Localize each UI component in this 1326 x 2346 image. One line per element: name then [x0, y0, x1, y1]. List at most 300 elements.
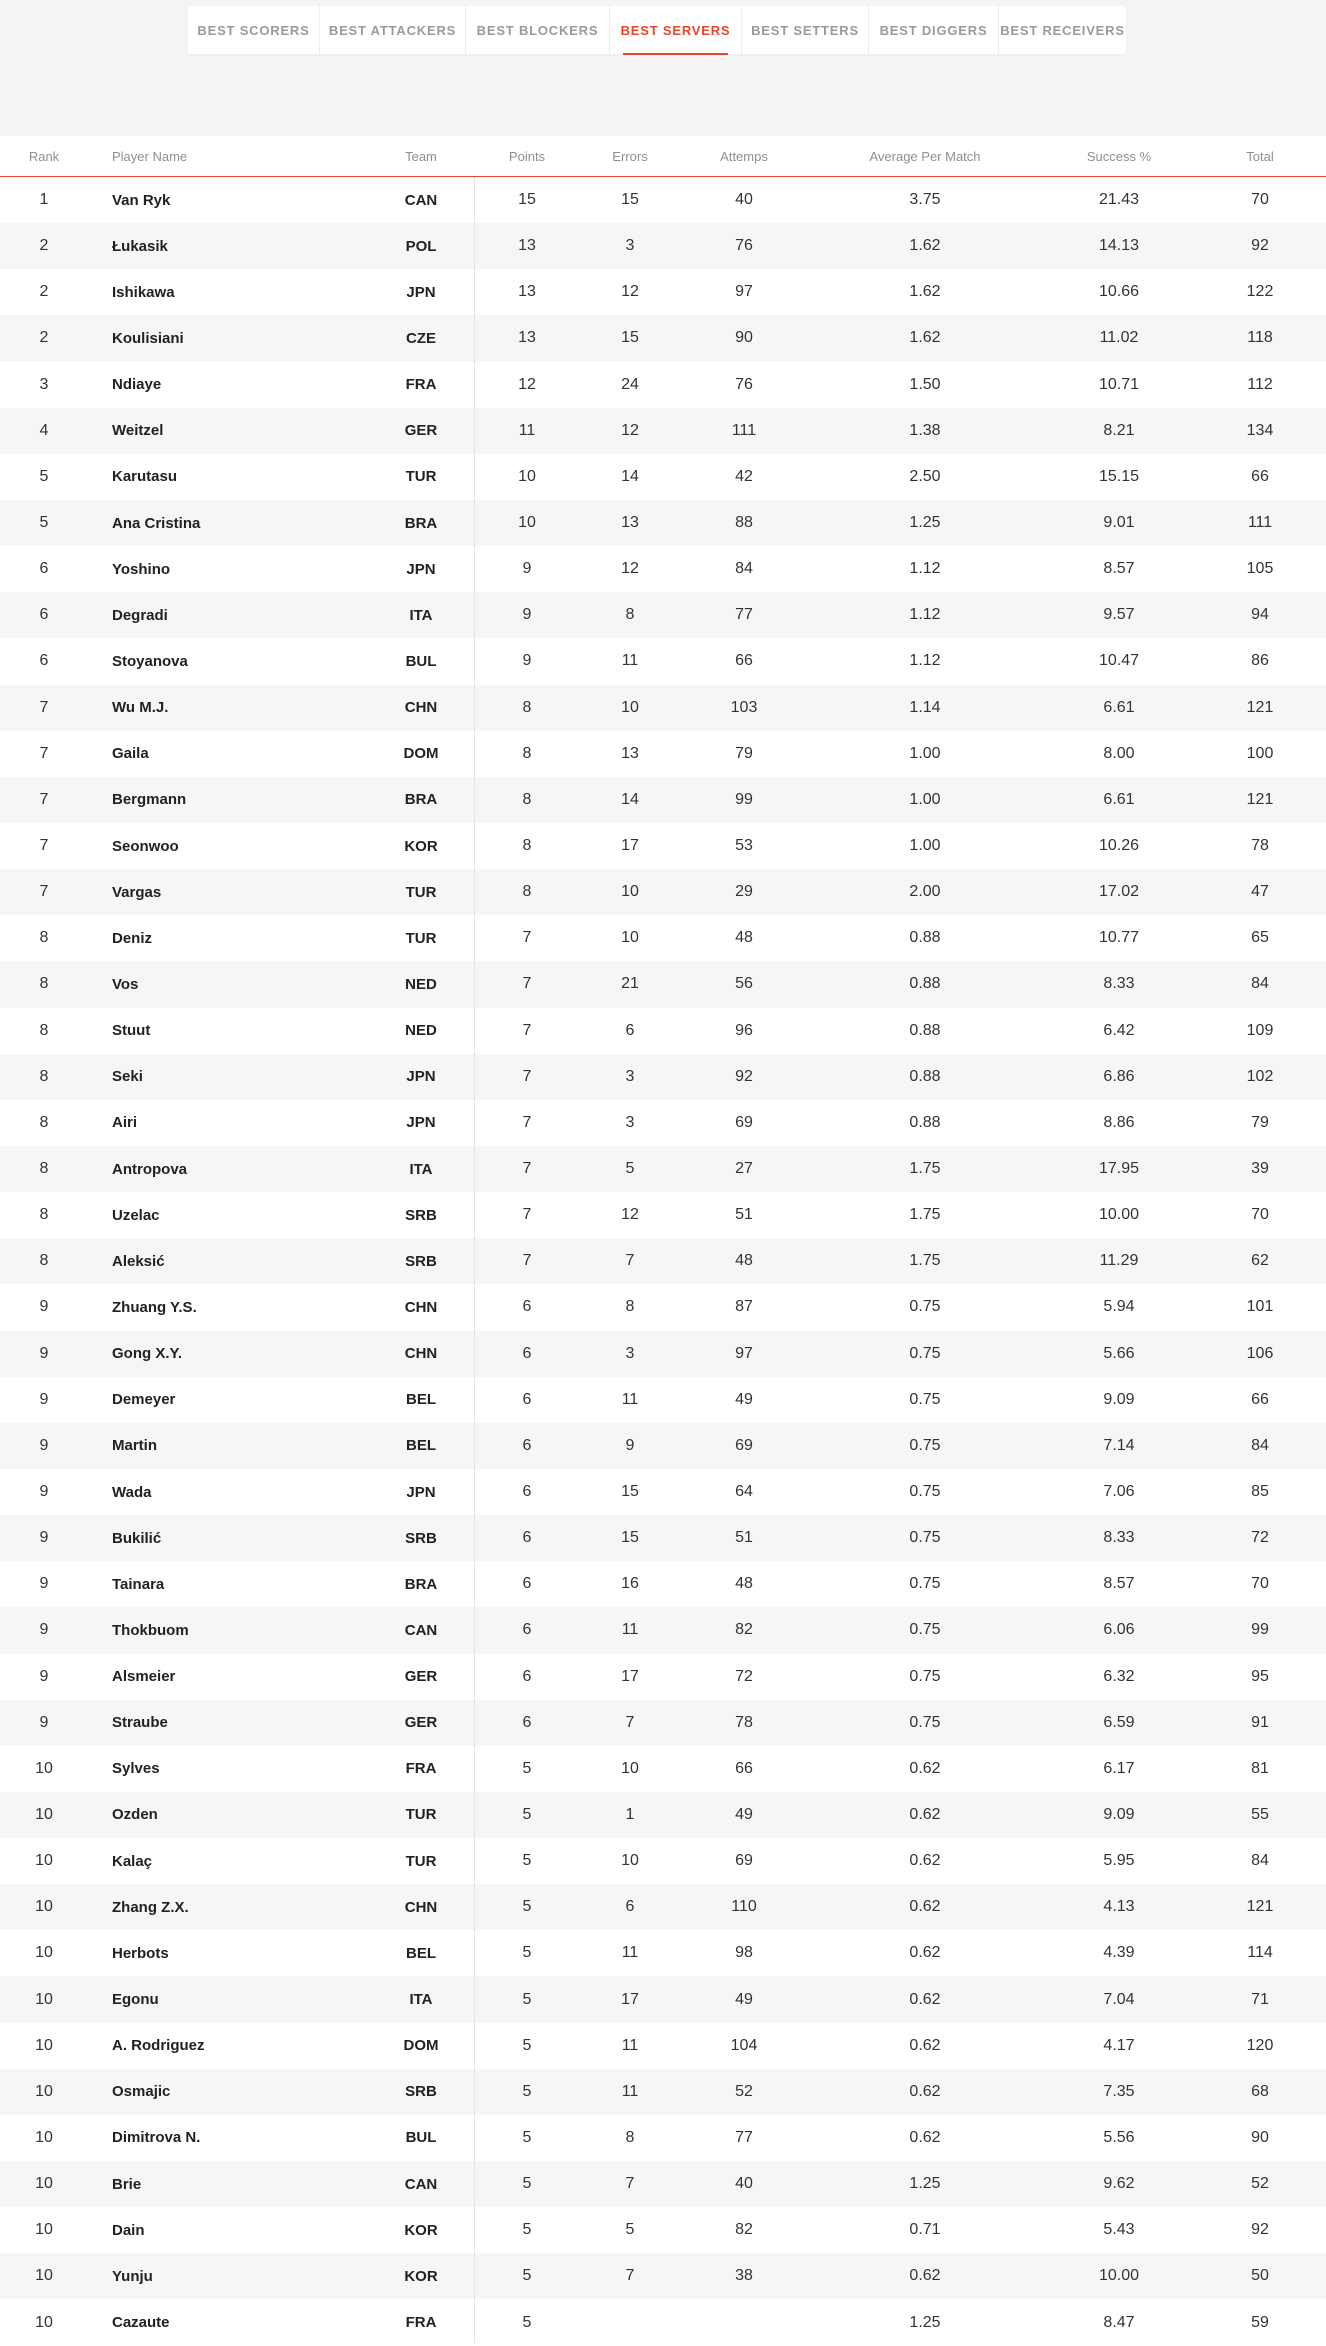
- team-cell: CAN: [404, 191, 438, 209]
- rank-cell: 5: [39, 467, 49, 485]
- average-per-match-cell: 1.75: [909, 1252, 941, 1270]
- table-row[interactable]: [0, 315, 1326, 361]
- table-row[interactable]: [0, 915, 1326, 961]
- player-name-cell: Wu M.J.: [112, 699, 169, 717]
- attempts-cell: 49: [735, 1990, 753, 2008]
- total-cell: 84: [1251, 1436, 1269, 1454]
- average-per-match-cell: 0.88: [909, 1113, 941, 1131]
- success-percent-cell: 9.01: [1103, 514, 1135, 532]
- attempts-cell: 64: [735, 1483, 753, 1500]
- points-cell: 5: [522, 1759, 532, 1777]
- team-cell: BRA: [404, 791, 438, 809]
- table-row[interactable]: [0, 362, 1326, 408]
- average-per-match-cell: 0.75: [909, 1713, 941, 1731]
- team-cell: CAN: [404, 2175, 438, 2193]
- success-percent-cell: 8.86: [1103, 1113, 1135, 1131]
- rank-cell: 6: [39, 652, 49, 670]
- rank-cell: 8: [39, 1021, 49, 1039]
- errors-cell: 10: [621, 1759, 639, 1777]
- tab-best-attackers[interactable]: BEST ATTACKERS: [320, 6, 466, 54]
- tab-best-setters[interactable]: BEST SETTERS: [742, 6, 869, 54]
- average-per-match-cell: 1.62: [909, 329, 941, 347]
- attempts-cell: 76: [735, 237, 753, 255]
- success-percent-cell: 8.00: [1103, 744, 1135, 762]
- table-row[interactable]: [0, 1515, 1326, 1561]
- table-row[interactable]: [0, 777, 1326, 823]
- total-cell: 95: [1251, 1667, 1269, 1685]
- team-cell: BEL: [406, 1944, 436, 1962]
- player-name-cell: Karutasu: [112, 468, 178, 486]
- table-row[interactable]: [0, 546, 1326, 592]
- tab-best-receivers[interactable]: BEST RECEIVERS: [1000, 22, 1125, 38]
- player-name-cell: Gong X.Y.: [112, 1345, 183, 1363]
- average-per-match-cell: 1.25: [909, 514, 941, 532]
- table-row[interactable]: [0, 2299, 1326, 2345]
- table-row[interactable]: [0, 1331, 1326, 1377]
- tab-best-blockers[interactable]: BEST BLOCKERS: [466, 6, 610, 54]
- table-row[interactable]: [0, 685, 1326, 731]
- attempts-cell: 69: [735, 1113, 753, 1131]
- team-cell: JPN: [406, 1483, 436, 1501]
- average-per-match-cell: 1.12: [909, 606, 941, 624]
- team-cell: TUR: [405, 1852, 437, 1870]
- total-cell: 50: [1251, 2267, 1269, 2285]
- errors-cell: 11: [621, 1944, 639, 1962]
- errors-cell: 7: [625, 1252, 635, 1270]
- success-percent-cell: 6.61: [1103, 790, 1135, 808]
- points-cell: 5: [522, 2036, 532, 2054]
- col-header-success-percent[interactable]: Success %: [1086, 148, 1152, 164]
- points-cell: 5: [522, 1852, 532, 1870]
- team-cell: GER: [404, 422, 438, 440]
- points-cell: 6: [522, 1529, 532, 1547]
- points-cell: 13: [518, 283, 536, 301]
- total-cell: 112: [1247, 375, 1273, 393]
- points-cell: 6: [522, 1621, 532, 1639]
- points-cell: 5: [522, 1990, 532, 2008]
- rank-cell: 8: [39, 1113, 49, 1131]
- errors-cell: 7: [625, 1713, 635, 1731]
- errors-cell: 15: [621, 191, 639, 209]
- table-row[interactable]: [0, 869, 1326, 915]
- success-percent-cell: 9.09: [1103, 1390, 1135, 1408]
- points-cell: 6: [522, 1483, 532, 1500]
- rank-cell: 8: [39, 1067, 49, 1085]
- average-per-match-cell: 1.00: [909, 790, 941, 808]
- team-cell: POL: [405, 237, 437, 255]
- col-header-attempts[interactable]: Attemps: [720, 148, 768, 164]
- total-cell: 92: [1251, 2221, 1269, 2239]
- player-name-cell: Thokbuom: [112, 1621, 189, 1639]
- attempts-cell: 72: [735, 1667, 753, 1685]
- points-cell: 15: [518, 191, 536, 209]
- table-row[interactable]: [0, 1146, 1326, 1192]
- average-per-match-cell: 0.75: [909, 1390, 941, 1408]
- team-cell: SRB: [405, 1206, 437, 1224]
- table-row[interactable]: [0, 823, 1326, 869]
- points-cell: 6: [522, 1575, 532, 1593]
- average-per-match-cell: 0.75: [909, 1298, 941, 1316]
- total-cell: 62: [1251, 1252, 1269, 1270]
- col-header-rank[interactable]: Rank: [28, 148, 60, 164]
- table-row[interactable]: [0, 2253, 1326, 2299]
- team-cell: NED: [405, 975, 437, 993]
- success-percent-cell: 8.21: [1103, 421, 1135, 439]
- errors-cell: 11: [621, 1390, 639, 1408]
- total-cell: 94: [1251, 606, 1269, 624]
- average-per-match-cell: 0.75: [909, 1344, 941, 1362]
- col-header-points[interactable]: Points: [508, 148, 546, 164]
- player-name-cell: Dain: [112, 2221, 145, 2239]
- rank-cell: 2: [39, 329, 49, 347]
- team-cell: TUR: [405, 883, 437, 901]
- rank-cell: 3: [39, 375, 49, 393]
- table-row[interactable]: [0, 731, 1326, 777]
- attempts-cell: 76: [735, 375, 753, 393]
- team-cell: JPN: [406, 1114, 436, 1132]
- errors-cell: 10: [621, 698, 639, 716]
- average-per-match-cell: 0.62: [909, 1805, 941, 1823]
- errors-cell: 3: [625, 237, 635, 255]
- rank-cell: 9: [39, 1436, 49, 1454]
- team-cell: CHN: [404, 699, 438, 717]
- average-per-match-cell: 2.50: [909, 467, 941, 485]
- errors-cell: 14: [621, 790, 639, 808]
- team-cell: GER: [404, 1714, 438, 1732]
- errors-cell: 15: [621, 1483, 639, 1500]
- player-name-cell: Ozden: [112, 1806, 158, 1824]
- table-row[interactable]: [0, 177, 1326, 223]
- total-cell: 99: [1251, 1621, 1269, 1639]
- table-row[interactable]: [0, 1746, 1326, 1792]
- col-header-team[interactable]: Team: [405, 148, 437, 164]
- team-cell: BUL: [405, 652, 437, 670]
- table-row[interactable]: [0, 1884, 1326, 1930]
- team-cell: JPN: [406, 1068, 436, 1086]
- col-header-player-name[interactable]: Player Name: [112, 148, 188, 164]
- points-cell: 8: [522, 790, 532, 808]
- success-percent-cell: 17.95: [1098, 1160, 1140, 1178]
- table-row[interactable]: [0, 1192, 1326, 1238]
- table-row[interactable]: [0, 2069, 1326, 2115]
- table-row[interactable]: [0, 1054, 1326, 1100]
- player-name-cell: Martin: [112, 1437, 157, 1455]
- attempts-cell: 87: [735, 1298, 753, 1316]
- average-per-match-cell: 0.75: [909, 1483, 941, 1500]
- errors-cell: 14: [621, 467, 639, 485]
- team-cell: NED: [405, 1022, 437, 1040]
- col-header-errors[interactable]: Errors: [612, 148, 648, 164]
- team-cell: BRA: [404, 1575, 438, 1593]
- attempts-cell: 88: [735, 514, 753, 532]
- table-header: [0, 136, 1326, 177]
- table-row[interactable]: [0, 1377, 1326, 1423]
- total-cell: 100: [1246, 744, 1274, 762]
- table-row[interactable]: [0, 2207, 1326, 2253]
- points-cell: 6: [522, 1713, 532, 1731]
- table-row[interactable]: [0, 500, 1326, 546]
- player-name-cell: Cazaute: [112, 2314, 170, 2332]
- player-name-cell: Van Ryk: [112, 191, 171, 209]
- total-cell: 122: [1246, 283, 1274, 301]
- errors-cell: 3: [625, 1113, 635, 1131]
- rank-cell: 7: [39, 790, 49, 808]
- table-row[interactable]: [0, 2023, 1326, 2069]
- player-name-cell: Kalaç: [112, 1852, 153, 1870]
- total-cell: 101: [1246, 1298, 1274, 1316]
- rank-cell: 9: [39, 1298, 49, 1316]
- attempts-cell: 40: [735, 191, 753, 209]
- rank-cell: 8: [39, 1160, 49, 1178]
- total-cell: 66: [1251, 1390, 1269, 1408]
- errors-cell: 7: [625, 2175, 635, 2193]
- total-cell: 121: [1246, 1898, 1274, 1916]
- points-cell: 5: [522, 1805, 532, 1823]
- points-cell: 9: [522, 606, 532, 624]
- rank-cell: 7: [39, 744, 49, 762]
- table-row[interactable]: [0, 961, 1326, 1007]
- tab-best-diggers[interactable]: BEST DIGGERS: [869, 6, 999, 54]
- success-percent-cell: 8.33: [1103, 1529, 1135, 1547]
- errors-cell: 16: [621, 1575, 639, 1593]
- points-cell: 8: [522, 883, 532, 901]
- table-row[interactable]: [0, 1100, 1326, 1146]
- rank-cell: 7: [39, 837, 49, 855]
- team-cell: ITA: [409, 1160, 433, 1178]
- errors-cell: 7: [625, 2267, 635, 2285]
- errors-cell: 6: [625, 1021, 635, 1039]
- attempts-cell: 66: [735, 1759, 753, 1777]
- errors-cell: 8: [625, 1298, 635, 1316]
- rank-cell: 10: [35, 2221, 53, 2239]
- errors-cell: 9: [625, 1436, 635, 1454]
- rank-cell: 9: [39, 1575, 49, 1593]
- team-cell: BRA: [404, 514, 438, 532]
- total-cell: 71: [1251, 1990, 1269, 2008]
- table-row[interactable]: [0, 1423, 1326, 1469]
- total-cell: 78: [1251, 837, 1269, 855]
- total-cell: 65: [1251, 929, 1269, 947]
- player-name-cell: Brie: [112, 2175, 142, 2193]
- points-cell: 7: [522, 1067, 532, 1085]
- attempts-cell: 111: [731, 421, 757, 439]
- errors-cell: 11: [621, 2036, 639, 2054]
- average-per-match-cell: 1.12: [909, 652, 941, 670]
- team-cell: FRA: [405, 1760, 437, 1778]
- rank-cell: 10: [35, 2082, 53, 2100]
- errors-cell: 6: [625, 1898, 635, 1916]
- player-name-cell: Tainara: [112, 1575, 165, 1593]
- average-per-match-cell: 0.88: [909, 1067, 941, 1085]
- table-row[interactable]: [0, 1008, 1326, 1054]
- average-per-match-cell: 0.88: [909, 929, 941, 947]
- points-cell: 5: [522, 1898, 532, 1916]
- tab-best-scorers[interactable]: BEST SCORERS: [188, 6, 320, 54]
- player-name-cell: Sylves: [112, 1760, 160, 1778]
- attempts-cell: 77: [735, 2128, 753, 2146]
- total-cell: 120: [1246, 2036, 1274, 2054]
- attempts-cell: 97: [735, 283, 753, 301]
- points-cell: 7: [522, 975, 532, 993]
- rank-cell: 8: [39, 929, 49, 947]
- team-cell: SRB: [405, 1252, 437, 1270]
- average-per-match-cell: 0.75: [909, 1436, 941, 1454]
- attempts-cell: 90: [735, 329, 753, 347]
- average-per-match-cell: 1.75: [909, 1160, 941, 1178]
- total-cell: 79: [1251, 1113, 1269, 1131]
- player-name-cell: Seki: [112, 1068, 143, 1086]
- table-row[interactable]: [0, 1838, 1326, 1884]
- rank-cell: 10: [35, 2267, 53, 2285]
- errors-cell: 11: [621, 2082, 639, 2100]
- points-cell: 13: [518, 237, 536, 255]
- total-cell: 91: [1251, 1713, 1269, 1731]
- total-cell: 52: [1251, 2175, 1269, 2193]
- average-per-match-cell: 1.00: [909, 744, 941, 762]
- team-cell: SRB: [405, 2083, 437, 2101]
- column-divider: [474, 177, 475, 2343]
- success-percent-cell: 10.71: [1098, 375, 1140, 393]
- success-percent-cell: 6.32: [1103, 1667, 1135, 1685]
- success-percent-cell: 14.13: [1098, 237, 1140, 255]
- rank-cell: 6: [39, 606, 49, 624]
- table-row[interactable]: [0, 223, 1326, 269]
- errors-cell: 12: [621, 560, 639, 578]
- player-name-cell: Osmajic: [112, 2083, 171, 2101]
- table-row[interactable]: [0, 1561, 1326, 1607]
- team-cell: DOM: [403, 745, 439, 763]
- table-row[interactable]: [0, 638, 1326, 684]
- player-name-cell: Egonu: [112, 1991, 159, 2009]
- rank-cell: 5: [39, 514, 49, 532]
- success-percent-cell: 9.57: [1103, 606, 1135, 624]
- total-cell: 114: [1247, 1944, 1273, 1962]
- rank-cell: 10: [35, 2036, 53, 2054]
- team-cell: KOR: [404, 2267, 438, 2285]
- success-percent-cell: 10.47: [1098, 652, 1140, 670]
- total-cell: 68: [1251, 2082, 1269, 2100]
- points-cell: 7: [522, 1252, 532, 1270]
- points-cell: 7: [522, 1113, 532, 1131]
- table-row[interactable]: [0, 1976, 1326, 2022]
- points-cell: 8: [522, 837, 532, 855]
- points-cell: 9: [522, 560, 532, 578]
- points-cell: 5: [522, 2128, 532, 2146]
- player-name-cell: Zhang Z.X.: [112, 1898, 189, 1916]
- total-cell: 92: [1251, 237, 1269, 255]
- total-cell: 118: [1247, 329, 1273, 347]
- table-row[interactable]: [0, 408, 1326, 454]
- errors-cell: 10: [621, 1852, 639, 1870]
- average-per-match-cell: 0.62: [909, 2128, 941, 2146]
- total-cell: 84: [1251, 1852, 1269, 1870]
- errors-cell: 8: [625, 2128, 635, 2146]
- player-name-cell: Dimitrova N.: [112, 2129, 201, 2147]
- tab-best-servers[interactable]: BEST SERVERS: [610, 6, 742, 54]
- table-row[interactable]: [0, 1700, 1326, 1746]
- points-cell: 7: [522, 1160, 532, 1178]
- attempts-cell: 51: [735, 1529, 753, 1547]
- errors-cell: 10: [621, 929, 639, 947]
- success-percent-cell: 6.61: [1103, 698, 1135, 716]
- points-cell: 6: [522, 1390, 532, 1408]
- table-row[interactable]: [0, 454, 1326, 500]
- team-cell: KOR: [404, 837, 438, 855]
- total-cell: 59: [1251, 2313, 1269, 2331]
- total-cell: 109: [1246, 1021, 1274, 1039]
- points-cell: 9: [522, 652, 532, 670]
- average-per-match-cell: 1.38: [909, 421, 941, 439]
- total-cell: 134: [1246, 421, 1274, 439]
- success-percent-cell: 7.35: [1103, 2082, 1135, 2100]
- table-row[interactable]: [0, 2115, 1326, 2161]
- col-header-average-per-match[interactable]: Average Per Match: [869, 148, 981, 164]
- success-percent-cell: 8.57: [1103, 560, 1135, 578]
- success-percent-cell: 8.47: [1103, 2313, 1135, 2331]
- table-body: [0, 177, 1326, 2346]
- player-name-cell: Antropova: [112, 1160, 187, 1178]
- average-per-match-cell: 1.00: [909, 837, 941, 855]
- table-row[interactable]: [0, 269, 1326, 315]
- total-cell: 39: [1251, 1160, 1269, 1178]
- attempts-cell: 66: [735, 652, 753, 670]
- errors-cell: 3: [625, 1067, 635, 1085]
- attempts-cell: 103: [730, 698, 758, 716]
- attempts-cell: 29: [735, 883, 753, 901]
- points-cell: 6: [522, 1344, 532, 1362]
- player-name-cell: Bukilić: [112, 1529, 162, 1547]
- table-row[interactable]: [0, 2161, 1326, 2207]
- table-row[interactable]: [0, 1930, 1326, 1976]
- table-row[interactable]: [0, 1284, 1326, 1330]
- success-percent-cell: 6.59: [1103, 1713, 1135, 1731]
- points-cell: 8: [522, 698, 532, 716]
- player-name-cell: Yoshino: [112, 560, 171, 578]
- attempts-cell: 49: [735, 1805, 753, 1823]
- average-per-match-cell: 1.14: [909, 698, 941, 716]
- average-per-match-cell: 0.62: [909, 1990, 941, 2008]
- table-row[interactable]: [0, 1469, 1326, 1515]
- errors-cell: 17: [621, 1990, 639, 2008]
- average-per-match-cell: 0.75: [909, 1667, 941, 1685]
- attempts-cell: 77: [735, 606, 753, 624]
- average-per-match-cell: 1.62: [909, 237, 941, 255]
- player-name-cell: Straube: [112, 1714, 168, 1732]
- table-row[interactable]: [0, 1607, 1326, 1653]
- total-cell: 70: [1251, 1575, 1269, 1593]
- team-cell: CAN: [404, 1621, 438, 1639]
- table-row[interactable]: [0, 1238, 1326, 1284]
- total-cell: 85: [1251, 1483, 1269, 1500]
- rank-cell: 10: [35, 1990, 53, 2008]
- attempts-cell: 53: [735, 837, 753, 855]
- table-row[interactable]: [0, 1654, 1326, 1700]
- errors-cell: 13: [621, 514, 639, 532]
- success-percent-cell: 5.43: [1103, 2221, 1135, 2239]
- player-name-cell: Herbots: [112, 1944, 169, 1962]
- col-header-total[interactable]: Total: [1246, 148, 1274, 164]
- success-percent-cell: 10.00: [1098, 2267, 1140, 2285]
- success-percent-cell: 8.57: [1103, 1575, 1135, 1593]
- average-per-match-cell: 0.62: [909, 1944, 941, 1962]
- team-cell: BEL: [406, 1437, 436, 1455]
- table-row[interactable]: [0, 592, 1326, 638]
- total-cell: 90: [1251, 2128, 1269, 2146]
- errors-cell: 12: [621, 1206, 639, 1224]
- rank-cell: 8: [39, 1252, 49, 1270]
- table-row[interactable]: [0, 1792, 1326, 1838]
- rank-cell: 9: [39, 1667, 49, 1685]
